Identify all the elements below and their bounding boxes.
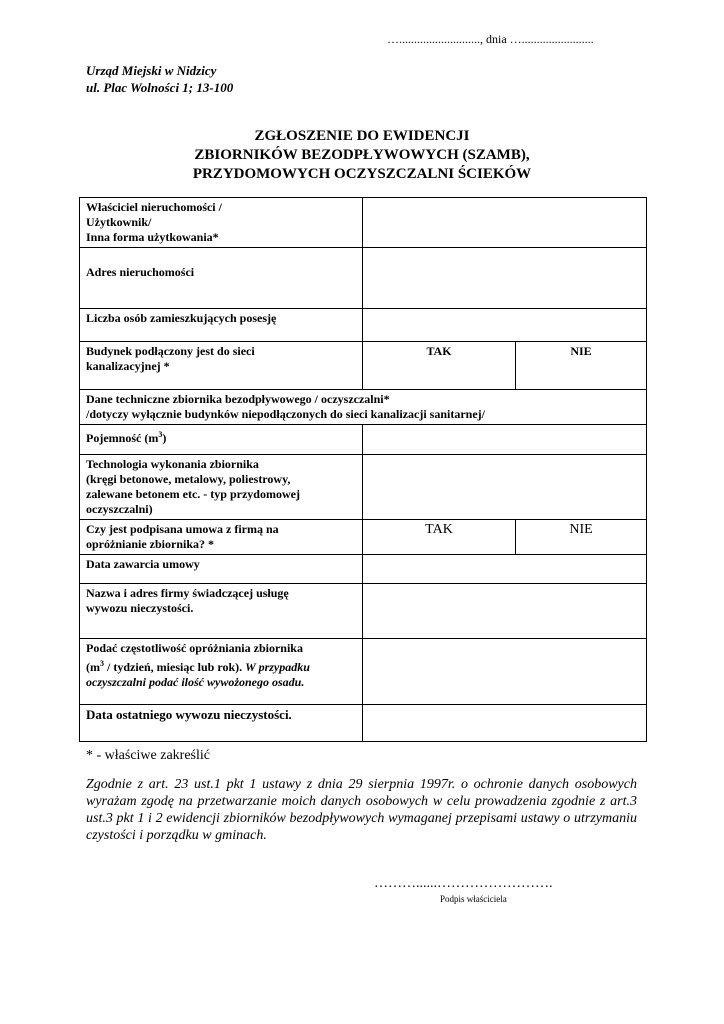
frequency-field[interactable] [363,639,647,705]
table-row [80,342,647,390]
residents-label: Liczba osób zamieszkujących posesję [80,309,363,342]
office-street: ul. Plac Wolności 1; 13-100 [86,80,234,95]
technology-field[interactable] [363,455,647,520]
table-row [80,425,647,455]
table-row [80,309,647,342]
form-title [0,127,724,184]
owner-field[interactable] [363,198,647,248]
technology-label: Technologia wykonania zbiornika (kręgi betonowe, metalowy, poliestrowy, zalewane betonem etc. - typ przydomowej oczyszczalni) [80,455,363,520]
address-label: Adres nieruchomości [80,248,363,309]
contract-no-option[interactable]: NIE [516,520,647,555]
owner-label: Właściciel nieruchomości / Użytkownik/ Inna forma użytkowania* [80,198,363,248]
office-address [86,62,233,96]
table-row [80,520,647,555]
sewer-label: Budynek podłączony jest do sieci kanalizacyjnej * [80,342,363,390]
last-removal-label: Data ostatniego wywozu nieczystości. [80,705,363,742]
address-field[interactable] [363,248,647,309]
table-row [80,584,647,639]
table-row [80,198,647,248]
table-row [80,390,647,425]
title-line-1: ZGŁOSZENIE DO EWIDENCJI [254,128,470,144]
table-row [80,639,647,705]
contract-label: Czy jest podpisana umowa z firmą na opróżnianie zbiornika? * [80,520,363,555]
office-name: Urząd Miejski w Nidzicy [86,63,217,78]
title-line-3: PRZYDOMOWYCH OCZYSZCZALNI ŚCIEKÓW [192,166,532,182]
signature-line[interactable]: ………......……………………. [374,876,553,891]
frequency-label: Podać częstotliwość opróżniania zbiornika ($m^3$ / tydzień, miesiąc lub rok). W przypadku oczyszczalni podać ilość wywożonego osadu. [80,639,363,705]
table-row [80,555,647,584]
registration-table [79,197,647,742]
contract-yes-option[interactable]: TAK [363,520,516,555]
company-label: Nazwa i adres firmy świadczącej usługę wywozu nieczystości. [80,584,363,639]
capacity-label: Pojemność $(m^3)$ [80,425,363,455]
contract-date-label: Data zawarcia umowy [80,555,363,584]
footnote: * - właściwe zakreślić [86,748,210,763]
signature-label: Podpis właściciela [440,894,507,904]
consent-statement: Zgodnie z art. 23 ust.1 pkt 1 ustawy z dnia 29 sierpnia 1997r. o ochronie danych osobowych wyrażam zgodę na przetwarzanie moich danych osobowych w celu prowadzenia zgodnie z art.3 ust.3 pkt 1 i 2 ewidencji zbiorników bezodpływowych wymaganej przepisami ustawy o utrzymaniu czystości i porządku w gminach. [86,777,637,843]
residents-field[interactable] [363,309,647,342]
contract-date-field[interactable] [363,555,647,584]
table-row [80,705,647,742]
company-field[interactable] [363,584,647,639]
table-row [80,455,647,520]
last-removal-field[interactable] [363,705,647,742]
title-line-2: ZBIORNIKÓW BEZODPŁYWOWYCH (SZAMB), [194,147,530,163]
date-line: …..........................., dnia …........................ [387,32,594,46]
table-row [80,248,647,309]
technical-data-header: Dane techniczne zbiornika bezodpływowego / oczyszczalni* /dotyczy wyłącznie budynków niepodłączonych do sieci kanalizacji sanitarnej/ [80,390,647,425]
capacity-field[interactable] [363,425,647,455]
sewer-no-option[interactable]: NIE [516,342,647,390]
sewer-yes-option[interactable]: TAK [363,342,516,390]
